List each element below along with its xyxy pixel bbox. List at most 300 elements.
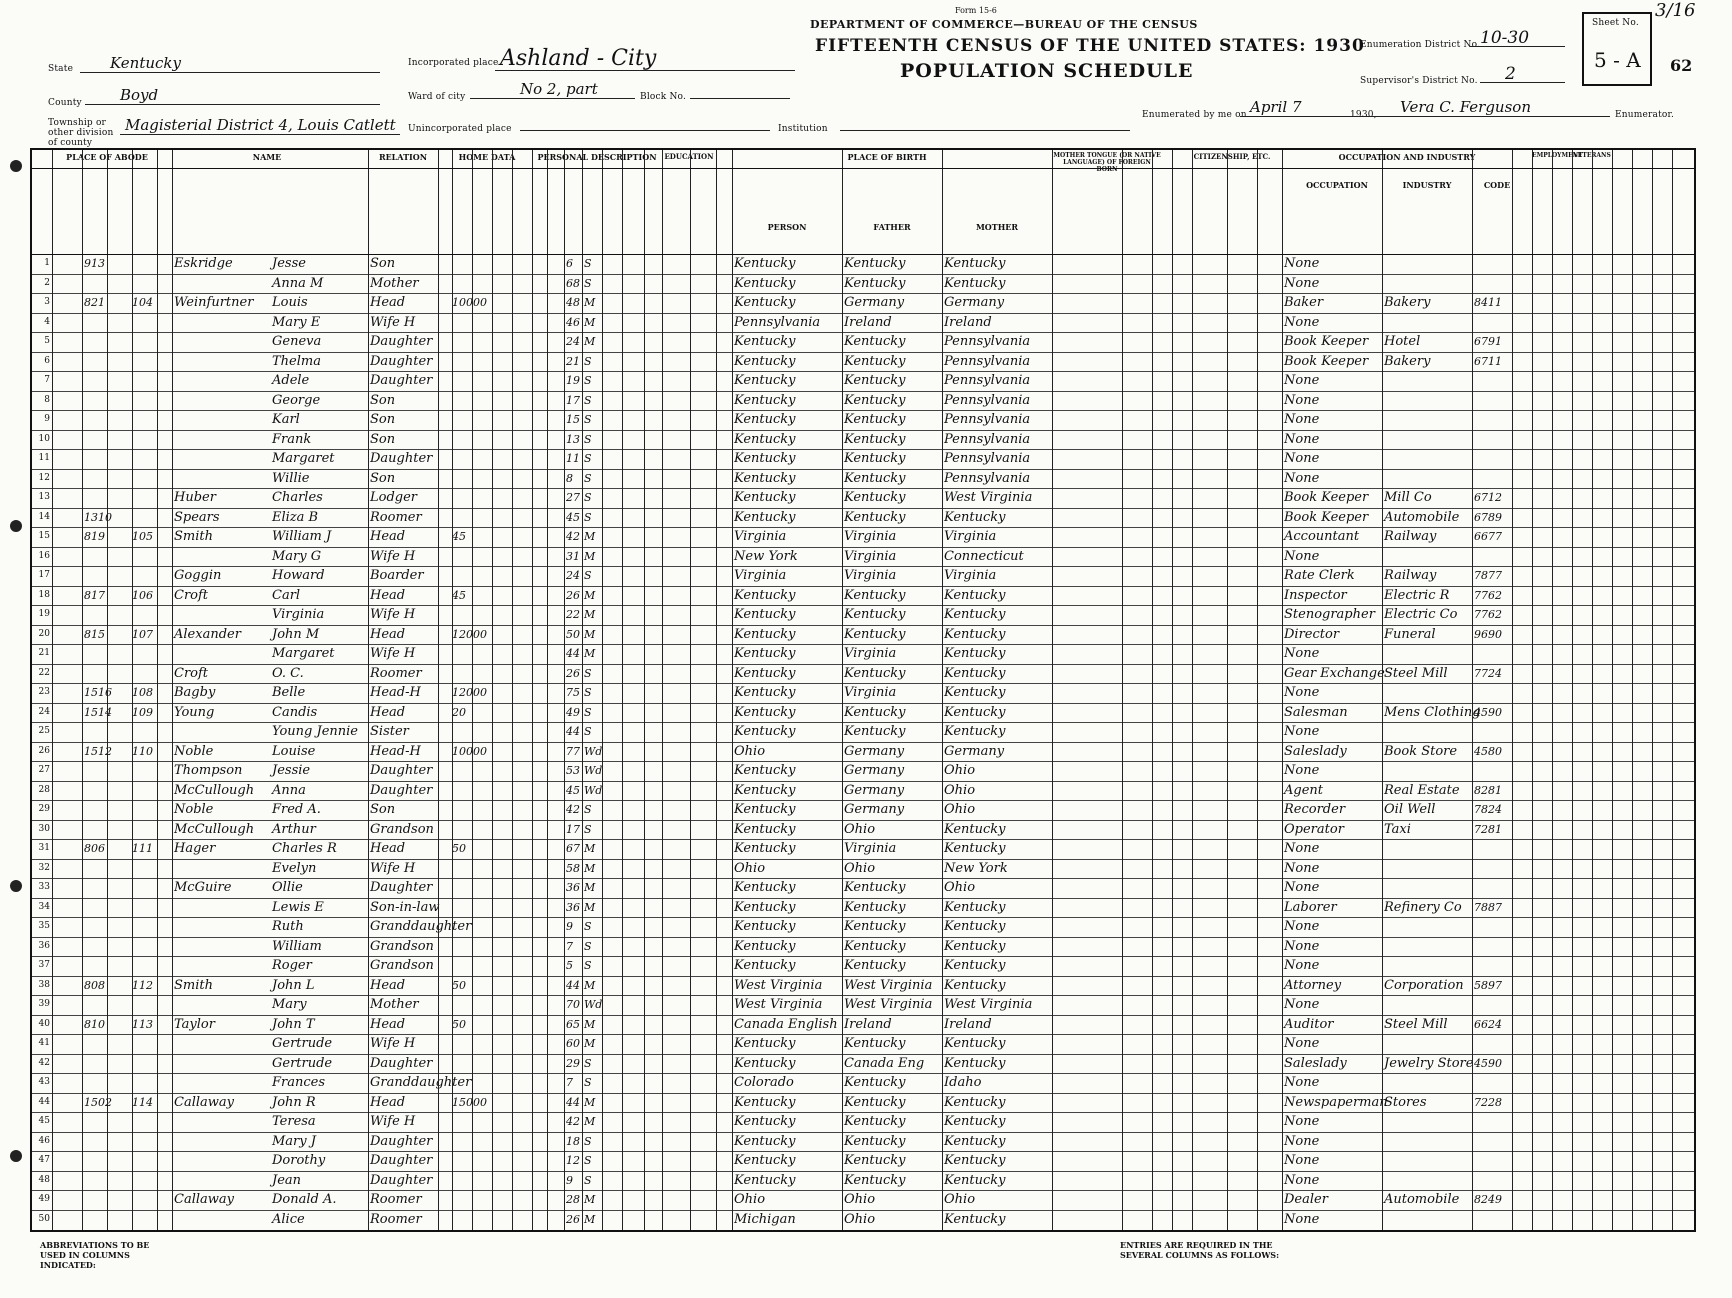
group-citizenship: CITIZENSHIP, ETC. [1193, 152, 1271, 161]
occupation: None [1284, 451, 1320, 466]
given-name: Anna [272, 782, 306, 798]
birthplace-person: Kentucky [734, 275, 796, 291]
home-value: 12000 [452, 686, 487, 699]
birthplace-person: Kentucky [734, 451, 796, 466]
birthplace-mother: Kentucky [944, 821, 1006, 837]
birthplace-father: Ohio [844, 860, 876, 876]
relation: Head [370, 1094, 406, 1110]
column-rule [82, 150, 83, 1230]
birthplace-person: Pennsylvania [734, 314, 821, 330]
column-rule [532, 150, 533, 1230]
dwelling-number: 815 [84, 627, 105, 641]
given-name: Candis [272, 704, 318, 720]
table-row [32, 976, 1694, 996]
family-number: 110 [132, 744, 153, 758]
column-rule [582, 150, 583, 1230]
birthplace-father: Virginia [844, 548, 897, 564]
home-value: 12000 [452, 627, 487, 641]
relation: Daughter [370, 880, 433, 895]
marital-status: M [584, 1193, 596, 1206]
occupation: Salesman [1284, 704, 1348, 720]
dwelling-number: 806 [84, 842, 105, 855]
surname: Huber [174, 490, 216, 505]
given-name: John T [272, 1016, 315, 1032]
birthplace-father: Ohio [844, 1192, 876, 1207]
birthplace-father: Kentucky [844, 938, 906, 954]
birthplace-mother: Kentucky [944, 1153, 1006, 1168]
marital-status: S [584, 1076, 592, 1089]
township-value: Magisterial District 4, Louis Catlett [125, 116, 396, 134]
line-number: 28 [38, 784, 50, 795]
birthplace-mother: Kentucky [944, 899, 1006, 915]
group-home: HOME DATA [458, 152, 516, 162]
birthplace-father: Kentucky [844, 373, 906, 388]
birthplace-person: Ohio [734, 1192, 766, 1207]
age: 9 [566, 920, 573, 933]
birthplace-father: Kentucky [844, 509, 906, 525]
occupation: Book Keeper [1284, 353, 1369, 369]
occupation: None [1284, 1172, 1320, 1188]
given-name: Willie [272, 470, 310, 486]
table-row [32, 722, 1694, 742]
birthplace-mother: Kentucky [944, 1036, 1006, 1051]
birthplace-mother: Kentucky [944, 626, 1006, 642]
marital-status: S [584, 1154, 592, 1167]
birthplace-person: Kentucky [734, 1094, 796, 1110]
line-number: 15 [38, 531, 50, 541]
age: 18 [566, 1134, 580, 1148]
birthplace-mother: Kentucky [944, 665, 1006, 681]
given-name: Anna M [272, 275, 324, 291]
birthplace-person: Kentucky [734, 782, 796, 798]
birthplace-father: Germany [844, 782, 905, 798]
column-rule [107, 150, 108, 1230]
birthplace-mother: Pennsylvania [944, 392, 1031, 408]
given-name: Jesse [272, 256, 306, 271]
group-education: EDUCATION [664, 152, 714, 161]
column-rule [492, 150, 493, 1230]
birthplace-father: Kentucky [844, 1114, 906, 1129]
table-row [32, 1151, 1694, 1171]
occupation: None [1284, 880, 1320, 895]
marital-status: S [584, 822, 592, 836]
column-rule [547, 150, 548, 1230]
column-rule [1172, 150, 1173, 1230]
column-rule [368, 150, 369, 1230]
marital-status: S [584, 354, 592, 368]
birthplace-father: Kentucky [844, 431, 906, 447]
age: 8 [566, 471, 573, 485]
birthplace-person: Kentucky [734, 1172, 796, 1188]
column-rule [1052, 150, 1053, 1230]
table-row [32, 703, 1694, 723]
birthplace-mother: New York [944, 860, 1008, 876]
age: 44 [566, 978, 580, 992]
age: 48 [566, 296, 580, 309]
line-number: 34 [38, 901, 50, 912]
birthplace-mother: Idaho [944, 1075, 982, 1090]
birthplace-father: Kentucky [844, 412, 906, 427]
birthplace-mother: Kentucky [944, 685, 1006, 700]
head-occupation: OCCUPATION [1306, 180, 1368, 190]
birthplace-father: Kentucky [844, 626, 906, 642]
relation: Boarder [370, 568, 424, 583]
marital-status: S [584, 393, 592, 407]
age: 7 [566, 939, 573, 953]
birthplace-mother: Kentucky [944, 646, 1006, 661]
occupation: None [1284, 919, 1320, 934]
occupation: Newspaperman [1284, 1094, 1388, 1110]
age: 26 [566, 588, 580, 602]
birthplace-mother: West Virginia [944, 490, 1033, 505]
occupation: None [1284, 646, 1320, 661]
line-number: 45 [38, 1116, 50, 1126]
marital-status: S [584, 413, 592, 426]
occupation: Saleslady [1284, 1055, 1347, 1071]
relation: Wife H [370, 646, 416, 661]
occupation: Baker [1284, 295, 1324, 310]
industry: Automobile [1384, 509, 1460, 525]
occupation: Book Keeper [1284, 509, 1369, 525]
line-number: 19 [38, 609, 50, 619]
birthplace-person: Kentucky [734, 295, 796, 310]
given-name: Thelma [272, 353, 321, 369]
occupation: None [1284, 1211, 1320, 1227]
relation: Roomer [370, 665, 422, 681]
given-name: Virginia [272, 607, 325, 622]
given-name: Frank [272, 431, 312, 447]
surname: Taylor [174, 1016, 215, 1032]
birthplace-mother: Pennsylvania [944, 373, 1031, 388]
corner-note: 3/16 [1655, 0, 1696, 21]
birthplace-mother: Ohio [944, 802, 976, 817]
age: 11 [566, 452, 580, 465]
home-value: 10000 [452, 744, 487, 758]
occupation: Director [1284, 626, 1340, 642]
marital-status: M [584, 335, 596, 348]
industry: Mens Clothing [1384, 704, 1481, 720]
occupation: Attorney [1284, 977, 1342, 993]
surname: Bagby [174, 685, 216, 700]
birthplace-mother: Kentucky [944, 509, 1006, 525]
column-rule [132, 150, 133, 1230]
table-row [32, 820, 1694, 840]
dwelling-number: 1512 [84, 744, 112, 758]
birthplace-person: Kentucky [734, 1036, 796, 1051]
line-number: 39 [38, 999, 50, 1009]
line-number: 25 [38, 726, 50, 736]
birthplace-person: Kentucky [734, 841, 796, 856]
birthplace-mother: Pennsylvania [944, 412, 1031, 427]
column-rule [1192, 150, 1193, 1230]
given-name: Jessie [272, 763, 311, 778]
given-name: Ruth [272, 919, 304, 934]
given-name: Louise [272, 743, 316, 759]
given-name: Fred A. [272, 802, 321, 817]
column-rule [842, 150, 843, 1230]
age: 42 [566, 803, 580, 816]
birthplace-person: Kentucky [734, 685, 796, 700]
table-row [32, 508, 1694, 528]
age: 53 [566, 764, 580, 777]
column-rule [512, 150, 513, 1230]
relation: Son [370, 256, 396, 271]
occupation-code: 4580 [1474, 744, 1502, 758]
dwelling-number: 913 [84, 257, 105, 270]
marital-status: S [584, 920, 592, 933]
birthplace-father: Virginia [844, 685, 897, 700]
marital-status: M [584, 608, 596, 621]
age: 13 [566, 432, 580, 446]
given-name: Gertrude [272, 1055, 333, 1071]
marital-status: S [584, 1056, 592, 1070]
age: 17 [566, 822, 580, 836]
birthplace-person: Michigan [734, 1211, 796, 1227]
occupation-code: 6624 [1474, 1017, 1502, 1031]
dwelling-number: 810 [84, 1017, 105, 1031]
birthplace-father: Germany [844, 763, 905, 778]
line-number: 8 [44, 394, 50, 405]
birthplace-father: Kentucky [844, 451, 906, 466]
column-rule [716, 150, 717, 1230]
dwelling-number: 1502 [84, 1095, 112, 1109]
birthplace-mother: Ireland [944, 314, 992, 330]
family-number: 104 [132, 296, 153, 309]
line-number: 38 [38, 979, 50, 990]
group-occupation: OCCUPATION AND INDUSTRY [1338, 152, 1476, 162]
line-number: 12 [38, 472, 50, 483]
birthplace-mother: Pennsylvania [944, 431, 1031, 447]
column-rule [472, 150, 473, 1230]
birthplace-father: Kentucky [844, 392, 906, 408]
occupation-code: 7887 [1474, 900, 1502, 914]
occupation: None [1284, 685, 1320, 700]
table-row [32, 586, 1694, 606]
header-rule [32, 254, 1694, 255]
given-name: John R [272, 1094, 316, 1110]
occupation-code: 8281 [1474, 783, 1502, 797]
surname: Smith [174, 977, 213, 993]
age: 75 [566, 686, 580, 699]
birthplace-mother: Virginia [944, 529, 997, 544]
dwelling-number: 817 [84, 588, 105, 602]
marital-status: M [584, 881, 596, 894]
given-name: Ollie [272, 880, 303, 895]
occupation: None [1284, 763, 1320, 778]
column-rule [452, 150, 453, 1230]
marital-status: Wd [584, 744, 603, 758]
surname: Callaway [174, 1192, 234, 1207]
marital-status: M [584, 1212, 596, 1226]
birthplace-person: Virginia [734, 568, 787, 583]
birthplace-mother: Kentucky [944, 607, 1006, 622]
birthplace-person: Kentucky [734, 490, 796, 505]
marital-status: M [584, 315, 596, 329]
occupation: Recorder [1284, 802, 1346, 817]
head-father: FATHER [873, 222, 911, 232]
surname: Hager [174, 841, 216, 856]
table-row [32, 1112, 1694, 1132]
birthplace-father: Kentucky [844, 1094, 906, 1110]
birthplace-person: Kentucky [734, 763, 796, 778]
birthplace-father: Kentucky [844, 353, 906, 369]
relation: Wife H [370, 314, 416, 330]
given-name: John L [272, 977, 315, 993]
marital-status: S [584, 725, 592, 738]
occupation: None [1284, 470, 1320, 486]
birthplace-father: Ohio [844, 1211, 876, 1227]
family-number: 105 [132, 530, 153, 543]
birthplace-mother: Connecticut [944, 548, 1024, 564]
given-name: Mary G [272, 548, 322, 564]
enum-district-value: 10-30 [1480, 28, 1530, 48]
line-number: 29 [38, 804, 50, 814]
punch-hole [10, 520, 22, 532]
line-number: 40 [38, 1018, 50, 1029]
group-veterans: VETERANS [1573, 152, 1611, 159]
schedule-title: POPULATION SCHEDULE [900, 60, 1194, 82]
marital-status: S [584, 666, 592, 680]
marital-status: M [584, 1095, 596, 1109]
marital-status: S [584, 803, 592, 816]
dwelling-number: 821 [84, 296, 105, 309]
age: 42 [566, 1115, 580, 1128]
surname: McCullough [174, 782, 255, 798]
birthplace-father: Virginia [844, 646, 897, 661]
column-rule [157, 150, 158, 1230]
marital-status: S [584, 471, 592, 485]
given-name: Geneva [272, 334, 322, 349]
table-row [32, 1171, 1694, 1191]
table-row [32, 1132, 1694, 1152]
birthplace-father: Kentucky [844, 470, 906, 486]
birthplace-father: Kentucky [844, 490, 906, 505]
column-rule [942, 150, 943, 1230]
header-rule [32, 168, 1694, 169]
block-label: Block No. [640, 92, 687, 102]
age: 26 [566, 666, 580, 680]
given-name: Adele [272, 373, 310, 388]
line-number: 46 [38, 1135, 50, 1146]
surname: Young [174, 704, 215, 720]
birthplace-mother: Kentucky [944, 1094, 1006, 1110]
given-name: Young Jennie [272, 724, 358, 739]
occupation: None [1284, 1036, 1320, 1051]
marital-status: S [584, 939, 592, 953]
line-number: 2 [44, 277, 50, 288]
given-name: Donald A. [272, 1192, 337, 1207]
line-number: 47 [38, 1155, 50, 1165]
occupation: None [1284, 724, 1320, 739]
ward-value: No 2, part [520, 80, 598, 98]
industry: Corporation [1384, 977, 1464, 993]
table-row [32, 917, 1694, 937]
age: 44 [566, 647, 580, 660]
marital-status: Wd [584, 998, 603, 1011]
given-name: O. C. [272, 665, 304, 681]
birthplace-father: Kentucky [844, 958, 906, 973]
industry: Bakery [1384, 295, 1431, 310]
birthplace-father: Germany [844, 743, 905, 759]
birthplace-father: Germany [844, 802, 905, 817]
birthplace-person: Ohio [734, 743, 766, 759]
birthplace-mother: Kentucky [944, 1055, 1006, 1071]
marital-status: S [584, 276, 592, 290]
surname: Callaway [174, 1094, 234, 1110]
column-rule [1612, 150, 1613, 1230]
occupation: None [1284, 938, 1320, 954]
column-rule [1382, 150, 1383, 1230]
age: 17 [566, 393, 580, 407]
occupation: None [1284, 958, 1320, 973]
birthplace-person: Kentucky [734, 626, 796, 642]
birthplace-mother: Pennsylvania [944, 470, 1031, 486]
marital-status: S [584, 686, 592, 699]
group-abode: PLACE OF ABODE [66, 152, 148, 162]
industry: Jewelry Store [1384, 1055, 1474, 1071]
relation: Head [370, 295, 406, 310]
line-number: 4 [44, 316, 50, 327]
punch-hole [10, 160, 22, 172]
age: 12 [566, 1154, 580, 1167]
line-number: 16 [38, 550, 50, 561]
table-row [32, 1073, 1694, 1093]
birthplace-mother: Germany [944, 295, 1005, 310]
industry: Book Store [1384, 743, 1458, 759]
column-rule [1552, 150, 1553, 1230]
birthplace-mother: Ohio [944, 1192, 976, 1207]
line-number: 44 [38, 1096, 50, 1107]
occupation-code: 7228 [1474, 1095, 1502, 1109]
birthplace-mother: Kentucky [944, 1211, 1006, 1227]
birthplace-mother: Germany [944, 743, 1005, 759]
family-number: 108 [132, 686, 153, 699]
table-row [32, 313, 1694, 333]
marital-status: M [584, 1017, 596, 1031]
birthplace-mother: West Virginia [944, 997, 1033, 1012]
relation: Grandson [370, 958, 434, 973]
birthplace-person: Kentucky [734, 256, 796, 271]
occupation: None [1284, 841, 1320, 856]
relation: Granddaughter [370, 919, 472, 934]
relation: Head-H [370, 685, 421, 700]
marital-status: S [584, 452, 592, 465]
given-name: Carl [272, 587, 301, 603]
birthplace-father: Canada Eng [844, 1055, 925, 1071]
given-name: George [272, 392, 321, 408]
age: 9 [566, 1173, 573, 1187]
table-row [32, 898, 1694, 918]
occupation-code: 8249 [1474, 1193, 1502, 1206]
age: 15 [566, 413, 580, 426]
marital-status: M [584, 588, 596, 602]
dwelling-number: 819 [84, 530, 105, 543]
table-row [32, 527, 1694, 547]
group-tongue: MOTHER TONGUE (OR NATIVE LANGUAGE) OF FOREIGN BORN [1053, 152, 1161, 173]
age: 24 [566, 335, 580, 348]
birthplace-father: Virginia [844, 529, 897, 544]
enumerated-date: April 7 [1250, 98, 1302, 116]
birthplace-person: Kentucky [734, 704, 796, 720]
relation: Son [370, 431, 396, 447]
surname: Goggin [174, 568, 222, 583]
birthplace-person: Kentucky [734, 665, 796, 681]
age: 46 [566, 315, 580, 329]
birthplace-father: Germany [844, 295, 905, 310]
birthplace-father: Kentucky [844, 1133, 906, 1149]
industry: Railway [1384, 529, 1437, 544]
line-number: 10 [38, 433, 50, 444]
